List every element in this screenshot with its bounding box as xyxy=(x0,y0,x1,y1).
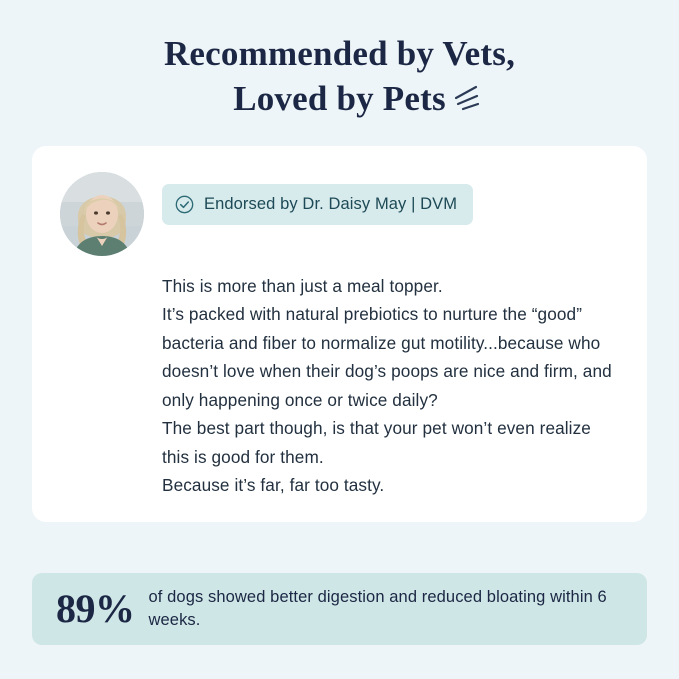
testimonial-paragraph: This is more than just a meal topper. xyxy=(162,275,443,296)
card-header xyxy=(60,172,619,256)
testimonial-paragraph: It’s packed with natural prebiotics to nurture the “good” bacteria and fiber to normalize gut motility...because who doesn’t love when their dog’s poops are nice and firm, and only happening once or twice daily? xyxy=(162,304,612,410)
headline-line-2: Loved by Pets xyxy=(233,78,446,118)
page-title xyxy=(32,0,647,122)
stat-banner xyxy=(32,573,647,645)
testimonial-paragraph: The best part though, is that your pet won’t even realize this is good for them. xyxy=(162,418,591,467)
stat-description: of dogs showed better digestion and reduced bloating within 6 weeks. xyxy=(148,588,607,629)
headline-line-2-wrap xyxy=(233,77,446,122)
status-badge xyxy=(162,184,473,225)
stat-percentage: 89% xyxy=(56,586,135,631)
headline-line-1: Recommended by Vets, xyxy=(163,34,516,73)
testimonial-card xyxy=(32,146,647,522)
endorsement-badge-wrap xyxy=(162,172,473,225)
avatar xyxy=(60,172,144,256)
sparkle-icon xyxy=(452,79,486,109)
check-circle-icon xyxy=(175,195,194,214)
testimonial-paragraph: Because it’s far, far too tasty. xyxy=(162,475,385,496)
testimonial-body xyxy=(162,272,619,500)
endorsement-label: Endorsed by Dr. Daisy May | DVM xyxy=(204,194,458,213)
